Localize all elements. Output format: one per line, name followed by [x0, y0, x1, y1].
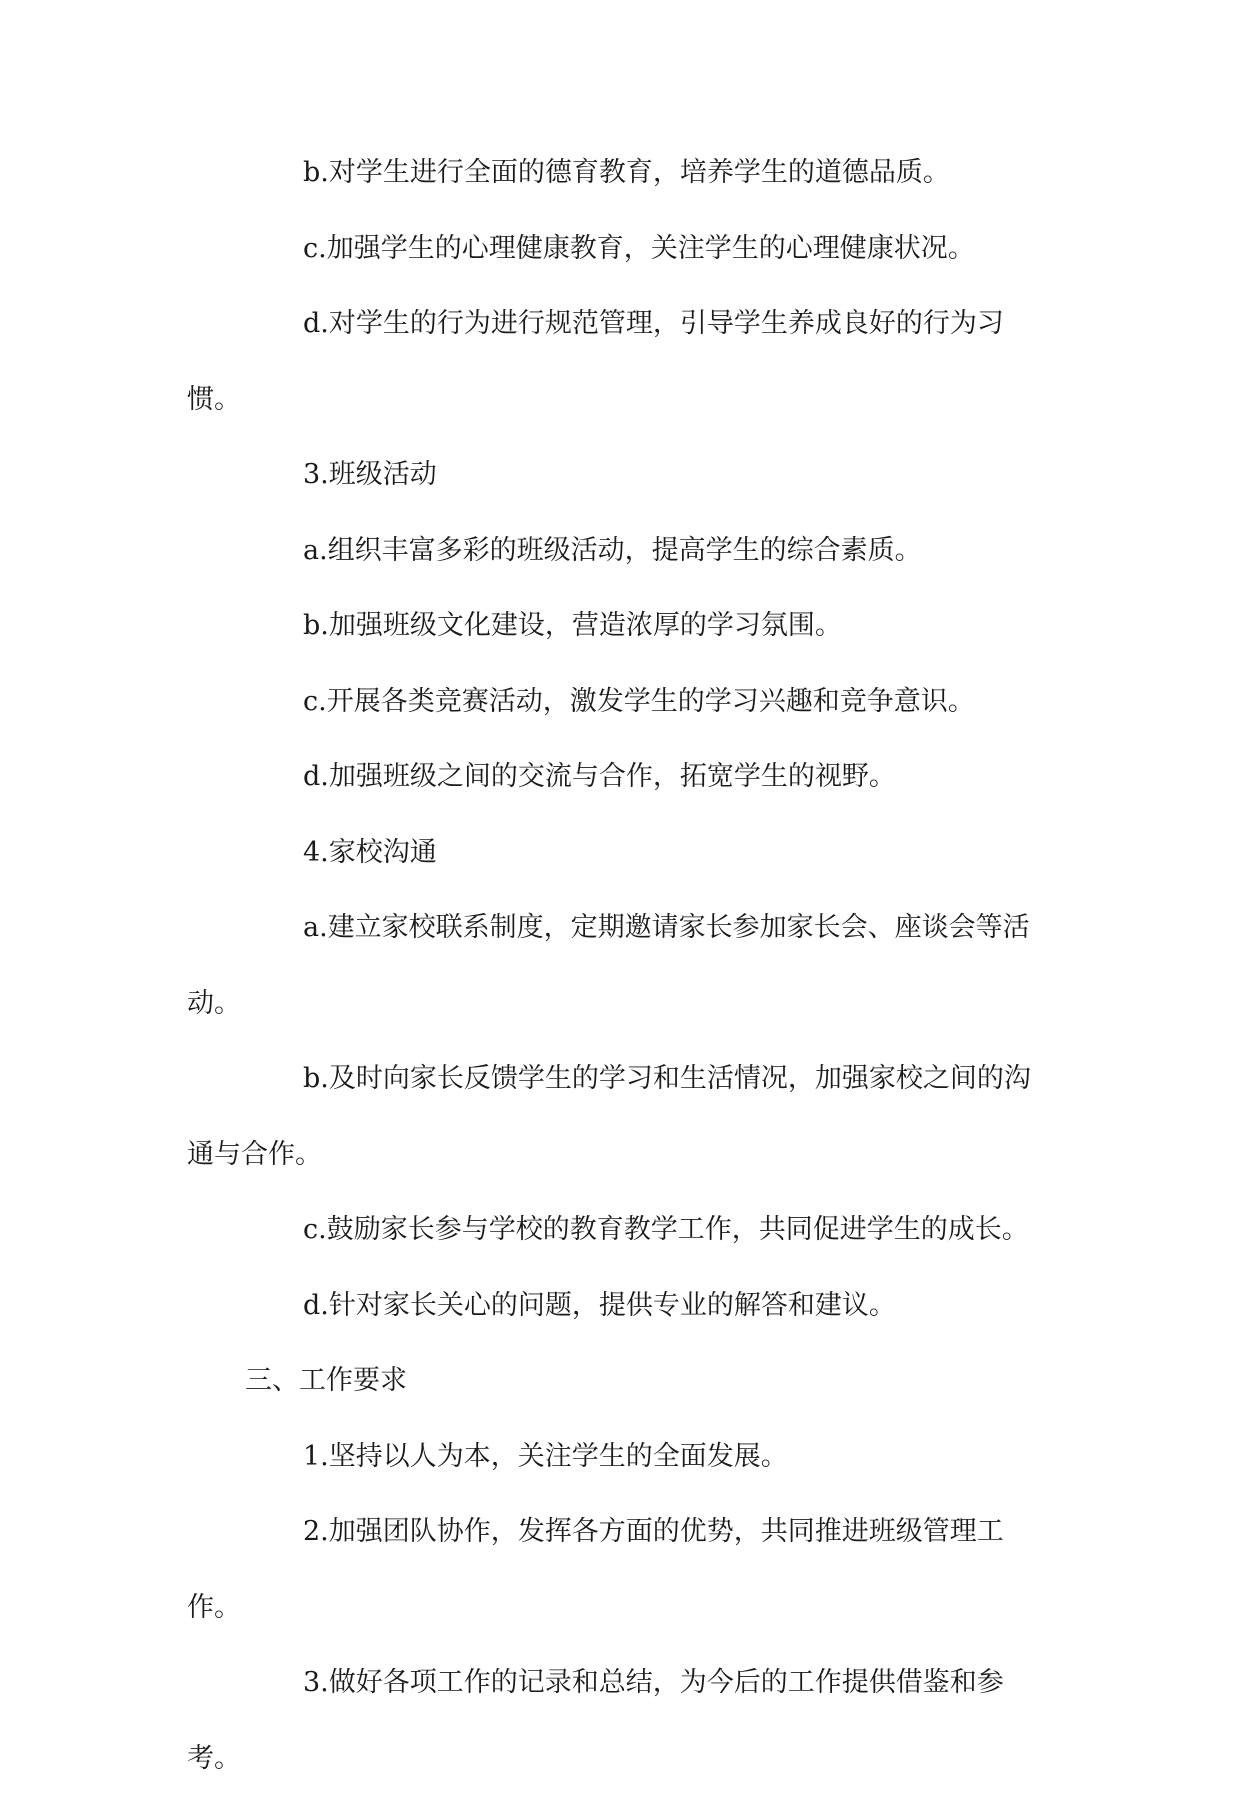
document-body: [187, 135, 1057, 1796]
item-text: 对学生的行为进行规范管理，引导学生养成良好的行为习惯。: [187, 308, 1004, 415]
item-number: a.: [303, 534, 328, 566]
item-number: b.: [303, 1063, 329, 1094]
item-number: d.: [303, 761, 329, 792]
section-heading: [187, 437, 1057, 513]
item-text: 加强学生的心理健康教育，关注学生的心理健康状况。: [326, 232, 975, 264]
item-text: 组织丰富多彩的班级活动，提高学生的综合素质。: [327, 534, 922, 566]
section-heading: [187, 1343, 1057, 1419]
item-text: 做好各项工作的记录和总结，为今后的工作提供借鉴和参考。: [187, 1667, 1004, 1774]
item-number: 2.: [303, 1516, 329, 1547]
item-number: c.: [303, 1214, 327, 1245]
item-number: c.: [303, 685, 327, 717]
list-item: [187, 588, 1057, 664]
item-number: a.: [303, 912, 328, 943]
item-number: b.: [303, 157, 329, 188]
list-item: [187, 286, 1057, 437]
item-text: 及时向家长反馈学生的学习和生活情况，加强家校之间的沟通与合作。: [187, 1063, 1031, 1170]
list-item: [187, 1192, 1057, 1268]
item-number: d.: [303, 1289, 329, 1321]
item-text: 建立家校联系制度，定期邀请家长参加家长会、座谈会等活动。: [187, 912, 1030, 1019]
list-item: [187, 890, 1057, 1041]
list-item: [187, 1645, 1057, 1796]
item-number: 3.: [303, 459, 329, 490]
list-item: [187, 1268, 1057, 1344]
list-item: [187, 1041, 1057, 1192]
section-heading: [187, 815, 1057, 891]
item-text: 三、工作要求: [245, 1365, 407, 1396]
list-item: [187, 211, 1057, 287]
item-text: 开展各类竞赛活动，激发学生的学习兴趣和竞争意识。: [326, 685, 975, 717]
list-item: [187, 513, 1057, 589]
item-text: 对学生进行全面的德育教育，培养学生的道德品质。: [328, 157, 950, 188]
item-number: 4.: [303, 836, 329, 868]
list-item: [187, 135, 1057, 211]
item-text: 针对家长关心的问题，提供专业的解答和建议。: [328, 1289, 896, 1321]
item-text: 加强班级之间的交流与合作，拓宽学生的视野。: [328, 761, 896, 792]
item-number: c.: [303, 232, 327, 264]
item-text: 班级活动: [328, 459, 437, 490]
item-number: 3.: [303, 1667, 329, 1698]
list-item: [187, 739, 1057, 815]
list-item: [187, 1419, 1057, 1495]
item-text: 加强班级文化建设，营造浓厚的学习氛围。: [328, 610, 842, 641]
item-number: 1.: [303, 1440, 329, 1472]
list-item: [187, 664, 1057, 740]
item-text: 加强团队协作，发挥各方面的优势，共同推进班级管理工作。: [187, 1516, 1004, 1623]
item-text: 家校沟通: [328, 836, 437, 868]
item-number: b.: [303, 610, 329, 641]
item-text: 鼓励家长参与学校的教育教学工作，共同促进学生的成长。: [326, 1214, 1029, 1245]
item-text: 坚持以人为本，关注学生的全面发展。: [328, 1440, 788, 1472]
list-item: [187, 1494, 1057, 1645]
item-number: d.: [303, 308, 329, 339]
